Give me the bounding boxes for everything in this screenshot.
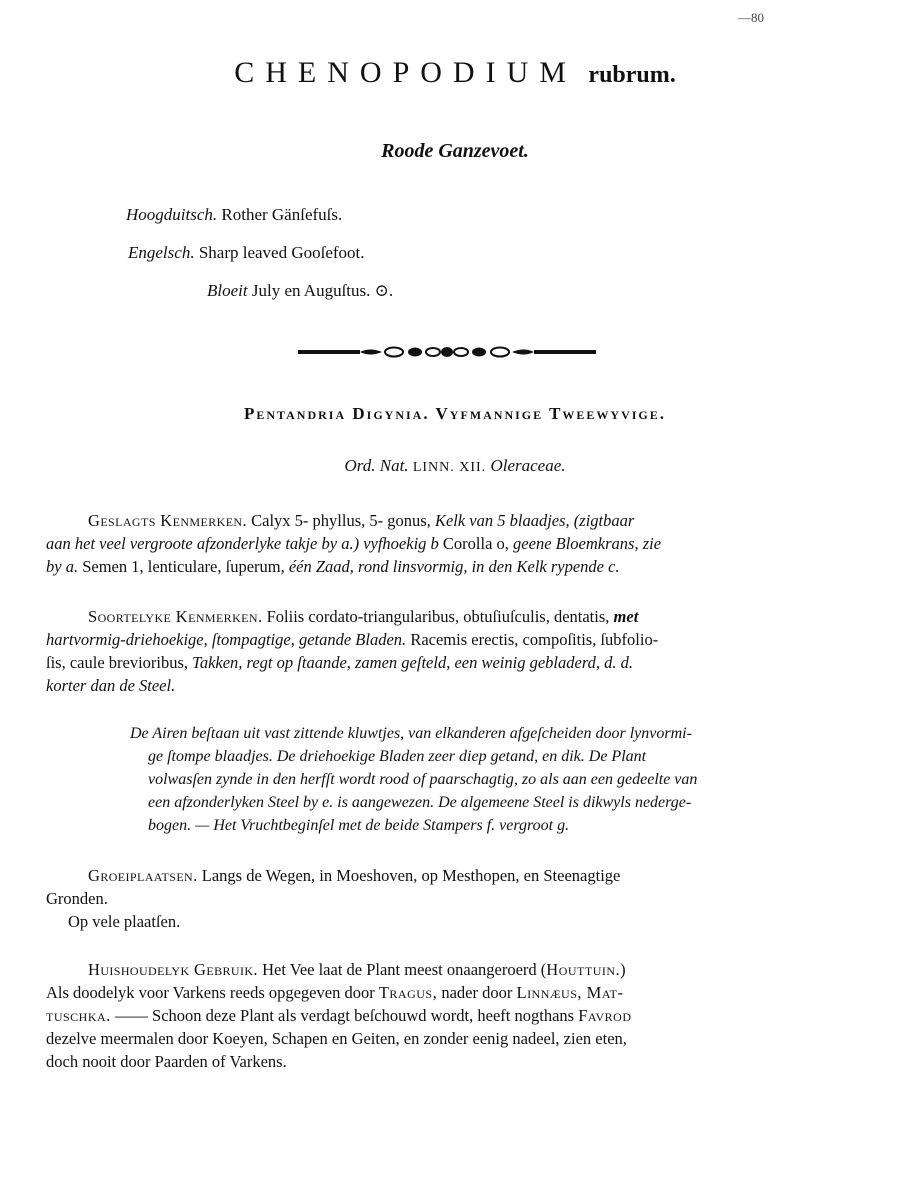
page-mark: —80 xyxy=(738,10,764,25)
text-italic: één Zaad, rond linsvormig, in den Kelk rypende c. xyxy=(288,557,620,576)
huishoudelyk-line-4: dezelve meermalen door Koeyen, Schapen en Geiten, en zonder eenig nadeel, zien eten, xyxy=(46,1029,627,1048)
note-line-1: De Airen beſtaan uit vast zittende kluwtjes, van elkanderen afgeſcheiden door lynvormi- xyxy=(130,725,692,742)
huishoudelyk-line-3 xyxy=(46,1004,854,1027)
text: Corolla o, xyxy=(438,534,514,553)
text: Als doodelyk voor Varkens reeds opgegeven door xyxy=(46,983,379,1002)
note-line-5: bogen. — Het Vruchtbeginſel met de beide Stampers f. vergroot g. xyxy=(148,817,570,834)
section-heading: Huishoudelyk Gebruik. xyxy=(88,960,258,979)
section-heading: Geslagts Kenmerken. xyxy=(88,511,248,530)
ornament-divider xyxy=(298,344,596,360)
huishoudelyk-line-1 xyxy=(88,958,854,981)
name-value: Rother Gänſefuſs. xyxy=(221,205,343,224)
text: nader door xyxy=(437,983,517,1002)
geslagts-line-1 xyxy=(88,509,854,532)
text: Langs de Wegen, in Moeshoven, op Mesthopen, en Steenagtige xyxy=(201,866,621,885)
author-name: Houttuin. xyxy=(546,960,621,979)
groeiplaatsen-line-3: Op vele plaatſen. xyxy=(68,912,181,931)
text-italic: met xyxy=(613,607,639,626)
name-label: Hoogduitsch. xyxy=(126,205,218,224)
note-line-3: volwasſen zynde in den herfſt wordt rood of paarschagtig, zo als aan een gedeelte van xyxy=(148,771,698,788)
note-line-2: ge ſtompe blaadjes. De driehoekige Bladen zeer diep getand, en dik. De Plant xyxy=(148,748,647,765)
name-value: Sharp leaved Gooſefoot. xyxy=(198,243,365,262)
text: ) xyxy=(620,960,626,979)
section-heading: Soortelyke Kenmerken. xyxy=(88,607,263,626)
text-italic: korter dan de Steel. xyxy=(46,676,176,695)
text: Semen 1, lenticulare, ſuperum, xyxy=(78,557,289,576)
name-value: July en Auguſtus. ⊙. xyxy=(251,281,394,300)
text-italic: hartvormig-driehoekige, ſtompagtige, getande Bladen. xyxy=(46,630,407,649)
author-name: Linnæus, Mat- xyxy=(516,983,624,1002)
text: Racemis erectis, compoſitis, ſubfolio- xyxy=(406,630,659,649)
note-line-4: een afzonderlyken Steel by e. is aangewezen. De algemeene Steel is dikwyls nederge- xyxy=(148,794,692,811)
common-name: Roode Ganzevoet. xyxy=(381,140,529,162)
name-german xyxy=(126,205,342,225)
name-english xyxy=(128,243,365,263)
soortelyke-line-2 xyxy=(46,628,854,651)
author-name: Favrod xyxy=(578,1006,632,1025)
species-name: rubrum. xyxy=(588,62,676,88)
genus-name: CHENOPODIUM xyxy=(234,56,577,89)
huishoudelyk-line-5: doch nooit door Paarden of Varkens. xyxy=(46,1052,287,1071)
text: ſis, caule brevioribus, xyxy=(46,653,193,672)
groeiplaatsen-line-2: Gronden. xyxy=(46,889,108,908)
classification: Pentandria Digynia. Vyfmannige Tweewyvige. xyxy=(243,404,667,423)
author-name: tuschka. xyxy=(46,1006,111,1025)
flowering-period xyxy=(207,281,393,301)
order-linn: LINN. XII. xyxy=(412,460,487,475)
text: Calyx 5- phyllus, 5- gonus, xyxy=(251,511,435,530)
name-label: Bloeit xyxy=(207,281,248,300)
soortelyke-line-3 xyxy=(46,651,854,674)
section-heading: Groeiplaatsen. xyxy=(88,866,198,885)
geslagts-line-3 xyxy=(46,555,854,578)
text-italic: Takken, regt op ſtaande, zamen geſteld, een weinig gebladerd, d. d. xyxy=(192,653,634,672)
text-italic: by a. xyxy=(46,557,79,576)
text: Het Vee laat de Plant meest onaangeroerd ( xyxy=(262,960,547,979)
huishoudelyk-line-2 xyxy=(46,981,854,1004)
geslagts-line-2 xyxy=(46,532,854,555)
text-italic: geene Bloemkrans, zie xyxy=(513,534,662,553)
text: —— Schoon deze Plant als verdagt beſchouwd wordt, heeft nogthans xyxy=(110,1006,579,1025)
groeiplaatsen-line-1 xyxy=(88,864,854,887)
text-italic: aan het veel vergroote afzonderlyke takje by a.) vyfhoekig b xyxy=(46,534,439,553)
text-italic: Kelk van 5 blaadjes, (zigtbaar xyxy=(434,511,635,530)
soortelyke-line-1 xyxy=(88,605,854,628)
natural-order xyxy=(0,456,910,476)
author-name: Tragus, xyxy=(378,983,438,1002)
page-title xyxy=(0,56,910,90)
order-prefix: Ord. Nat. xyxy=(344,456,409,475)
text: Foliis cordato-triangularibus, obtuſiuſculis, dentatis, xyxy=(266,607,614,626)
soortelyke-line-4 xyxy=(46,674,854,697)
name-label: Engelsch. xyxy=(128,243,195,262)
order-name: Oleraceae. xyxy=(490,456,566,475)
